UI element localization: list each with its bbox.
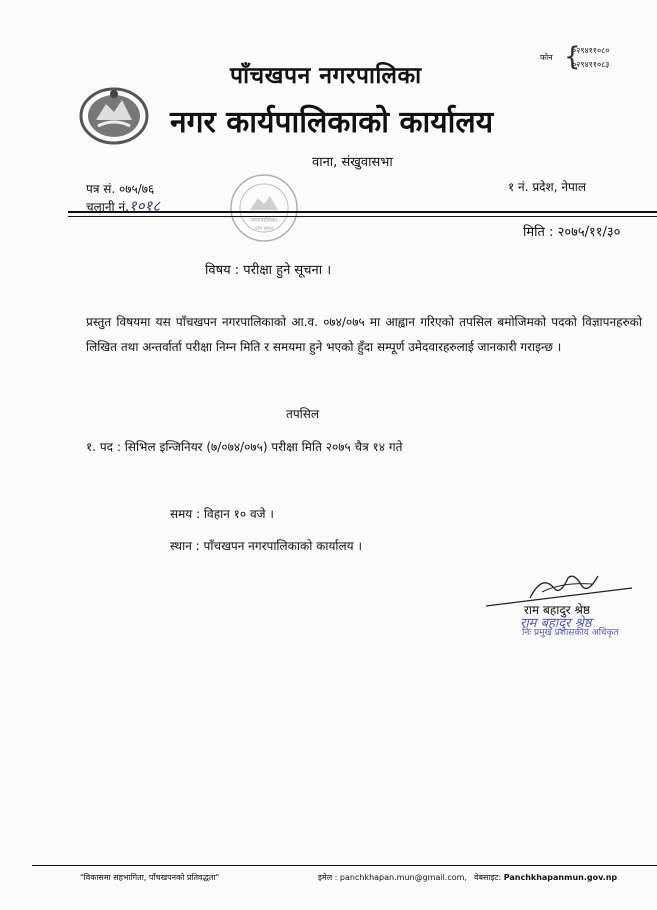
header-rule-thin [68, 216, 657, 217]
footer-rule [32, 865, 657, 866]
exam-time: समय : विहान १० वजे । [170, 507, 274, 521]
exam-item-1: १. पद : सिभिल इन्जिनियर (७/०७४/०७५) परीक्षा मिति २०७५ चैत्र १४ गते [86, 440, 403, 454]
nepal-emblem-logo [78, 86, 150, 146]
phone-numbers [572, 44, 609, 72]
phone-brace: { [564, 42, 581, 72]
office-stamp [228, 172, 300, 244]
footer-website-label: वेबसाइट: [474, 873, 502, 882]
letter-subject: विषय : परीक्षा हुने सूचना । [205, 263, 332, 278]
chalani-label: चलानी नं. [86, 200, 129, 214]
footer-email: इमेल : panchkhapan.mun@gmail.com, [318, 873, 467, 882]
signatory-stamp-title: निः प्रमुख प्रशासकीय अधिकृत [522, 628, 619, 638]
signatory-stamp-name: राम बहादुर श्रेष्ठ [520, 616, 592, 631]
header-rule-thick [68, 211, 657, 213]
phone-number-2: ०२९४११०८३ [572, 60, 610, 69]
stamp-text-2: पाँच खपन [254, 226, 274, 232]
footer-slogan: "विकासमा सहभागिता, पाँचखपनको प्रतिवद्धता" [80, 873, 220, 882]
stamp-text-1: नगरपालिका [251, 217, 277, 224]
phone-number-1: ०२९४११०८० [572, 46, 610, 55]
footer-website [474, 872, 617, 883]
footer-website-url: Panchkhapanmun.gov.np [503, 873, 618, 882]
municipality-name: पाँचखपन नगरपालिका [230, 63, 422, 89]
patra-sankhya: पत्र सं. ०७५/७६ [86, 182, 155, 196]
chalani-handwritten-number: १०१८ [128, 197, 161, 215]
letter-date: मिति : २०७५/११/३० [523, 225, 621, 240]
phone-label: फोन [540, 53, 553, 62]
chalani-number-line [86, 196, 160, 216]
exam-place: स्थान : पाँचखपन नगरपालिकाको कार्यालय । [170, 539, 362, 553]
letter-body: प्रस्तुत विषयमा यस पाँचखपन नगरपालिकाको आ.व. ०७४/०७५ मा आह्वान गरिएको तपसिल बमोजिमको पदको विज्ञापनहरुको लिखित तथा अन्तर्वार्ता परीक्षा निम्न मिति र समयमा हुने भएको हुँदा सम्पूर्ण उमेदवारहरुलाई जानकारी गराइन्छ । [86, 315, 642, 354]
tapsil-heading: तपसिल [286, 407, 320, 421]
office-title: नगर कार्यपालिकाको कार्यालय [170, 105, 494, 140]
province-text: १ नं. प्रदेश, नेपाल [508, 180, 587, 194]
signatory-name: राम बहादुर श्रेष्ठ [524, 603, 590, 617]
office-address: वाना, संखुवासभा [312, 155, 393, 170]
